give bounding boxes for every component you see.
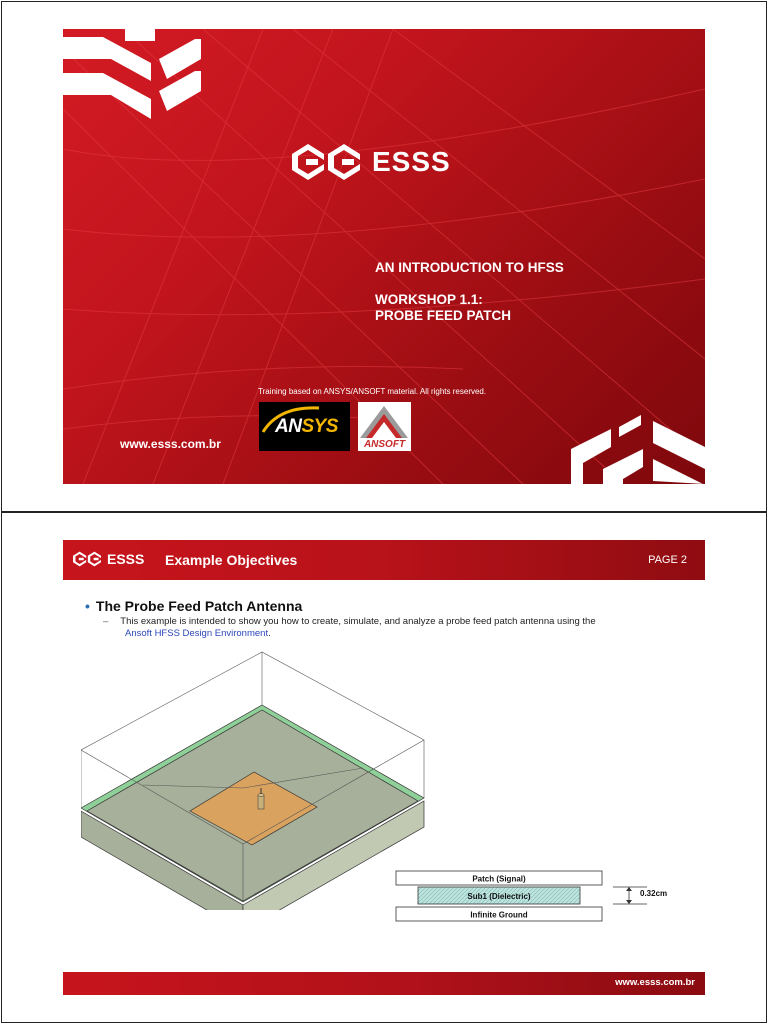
title-slide — [63, 29, 705, 484]
antenna-3d-illustration — [81, 650, 441, 910]
description-end: . — [268, 628, 271, 639]
description-text: This example is intended to show you how to create, simulate, and analyze a probe feed patch antenna using the — [120, 616, 596, 627]
training-note: Training based on ANSYS/ANSOFT material. All rights reserved. — [258, 387, 487, 396]
esss-logo-small-text: ESSS — [107, 551, 145, 567]
bullet-heading-text: The Probe Feed Patch Antenna — [95, 598, 303, 614]
website-url-footer[interactable]: www.esss.com.br — [615, 977, 695, 988]
dimension-arrow-head-down — [626, 900, 632, 904]
thickness-label: 0.32cm — [640, 889, 668, 898]
substrate-label: Sub1 (Dielectric) — [467, 892, 531, 901]
title-line-2: WORKSHOP 1.1: — [375, 292, 483, 307]
title-block — [375, 260, 564, 324]
title-line-3: PROBE FEED PATCH — [375, 308, 512, 323]
description — [103, 616, 663, 640]
objectives-slide — [63, 540, 705, 995]
dash-marker: – — [103, 616, 109, 627]
esss-logo-mark — [292, 142, 360, 182]
ansys-logo-text — [275, 416, 338, 438]
esss-logo — [292, 142, 451, 182]
corner-emblem-top-left — [63, 29, 201, 119]
website-url[interactable]: www.esss.com.br — [120, 437, 221, 451]
ground-label: Infinite Ground — [470, 910, 528, 920]
ansoft-logo — [358, 402, 411, 451]
ansys-logo-text-a: AN — [275, 416, 302, 437]
hfss-environment-link[interactable]: Ansoft HFSS Design Environment — [125, 628, 269, 639]
esss-logo-mark-small — [73, 550, 101, 568]
slide-footer — [63, 972, 705, 995]
esss-logo-text: ESSS — [372, 146, 451, 177]
bullet-heading — [85, 598, 302, 614]
bullet-dot-icon: • — [85, 598, 90, 614]
slide-title: Example Objectives — [165, 552, 298, 568]
esss-logo-small — [73, 550, 144, 568]
ansys-logo — [259, 402, 350, 451]
ansys-logo-text-b: SYS — [301, 416, 338, 437]
ansoft-triangle-icon — [358, 404, 411, 440]
corner-emblem-bottom-right — [571, 415, 705, 484]
title-line-1: AN INTRODUCTION TO HFSS — [375, 260, 564, 275]
patch-label: Patch (Signal) — [472, 874, 526, 884]
slide-header — [63, 540, 705, 580]
page-number: PAGE 2 — [648, 554, 687, 566]
dimension-arrow-head-up — [626, 887, 632, 891]
ansoft-logo-text: ANSOFT — [363, 439, 406, 450]
layer-stack-diagram — [393, 868, 693, 928]
